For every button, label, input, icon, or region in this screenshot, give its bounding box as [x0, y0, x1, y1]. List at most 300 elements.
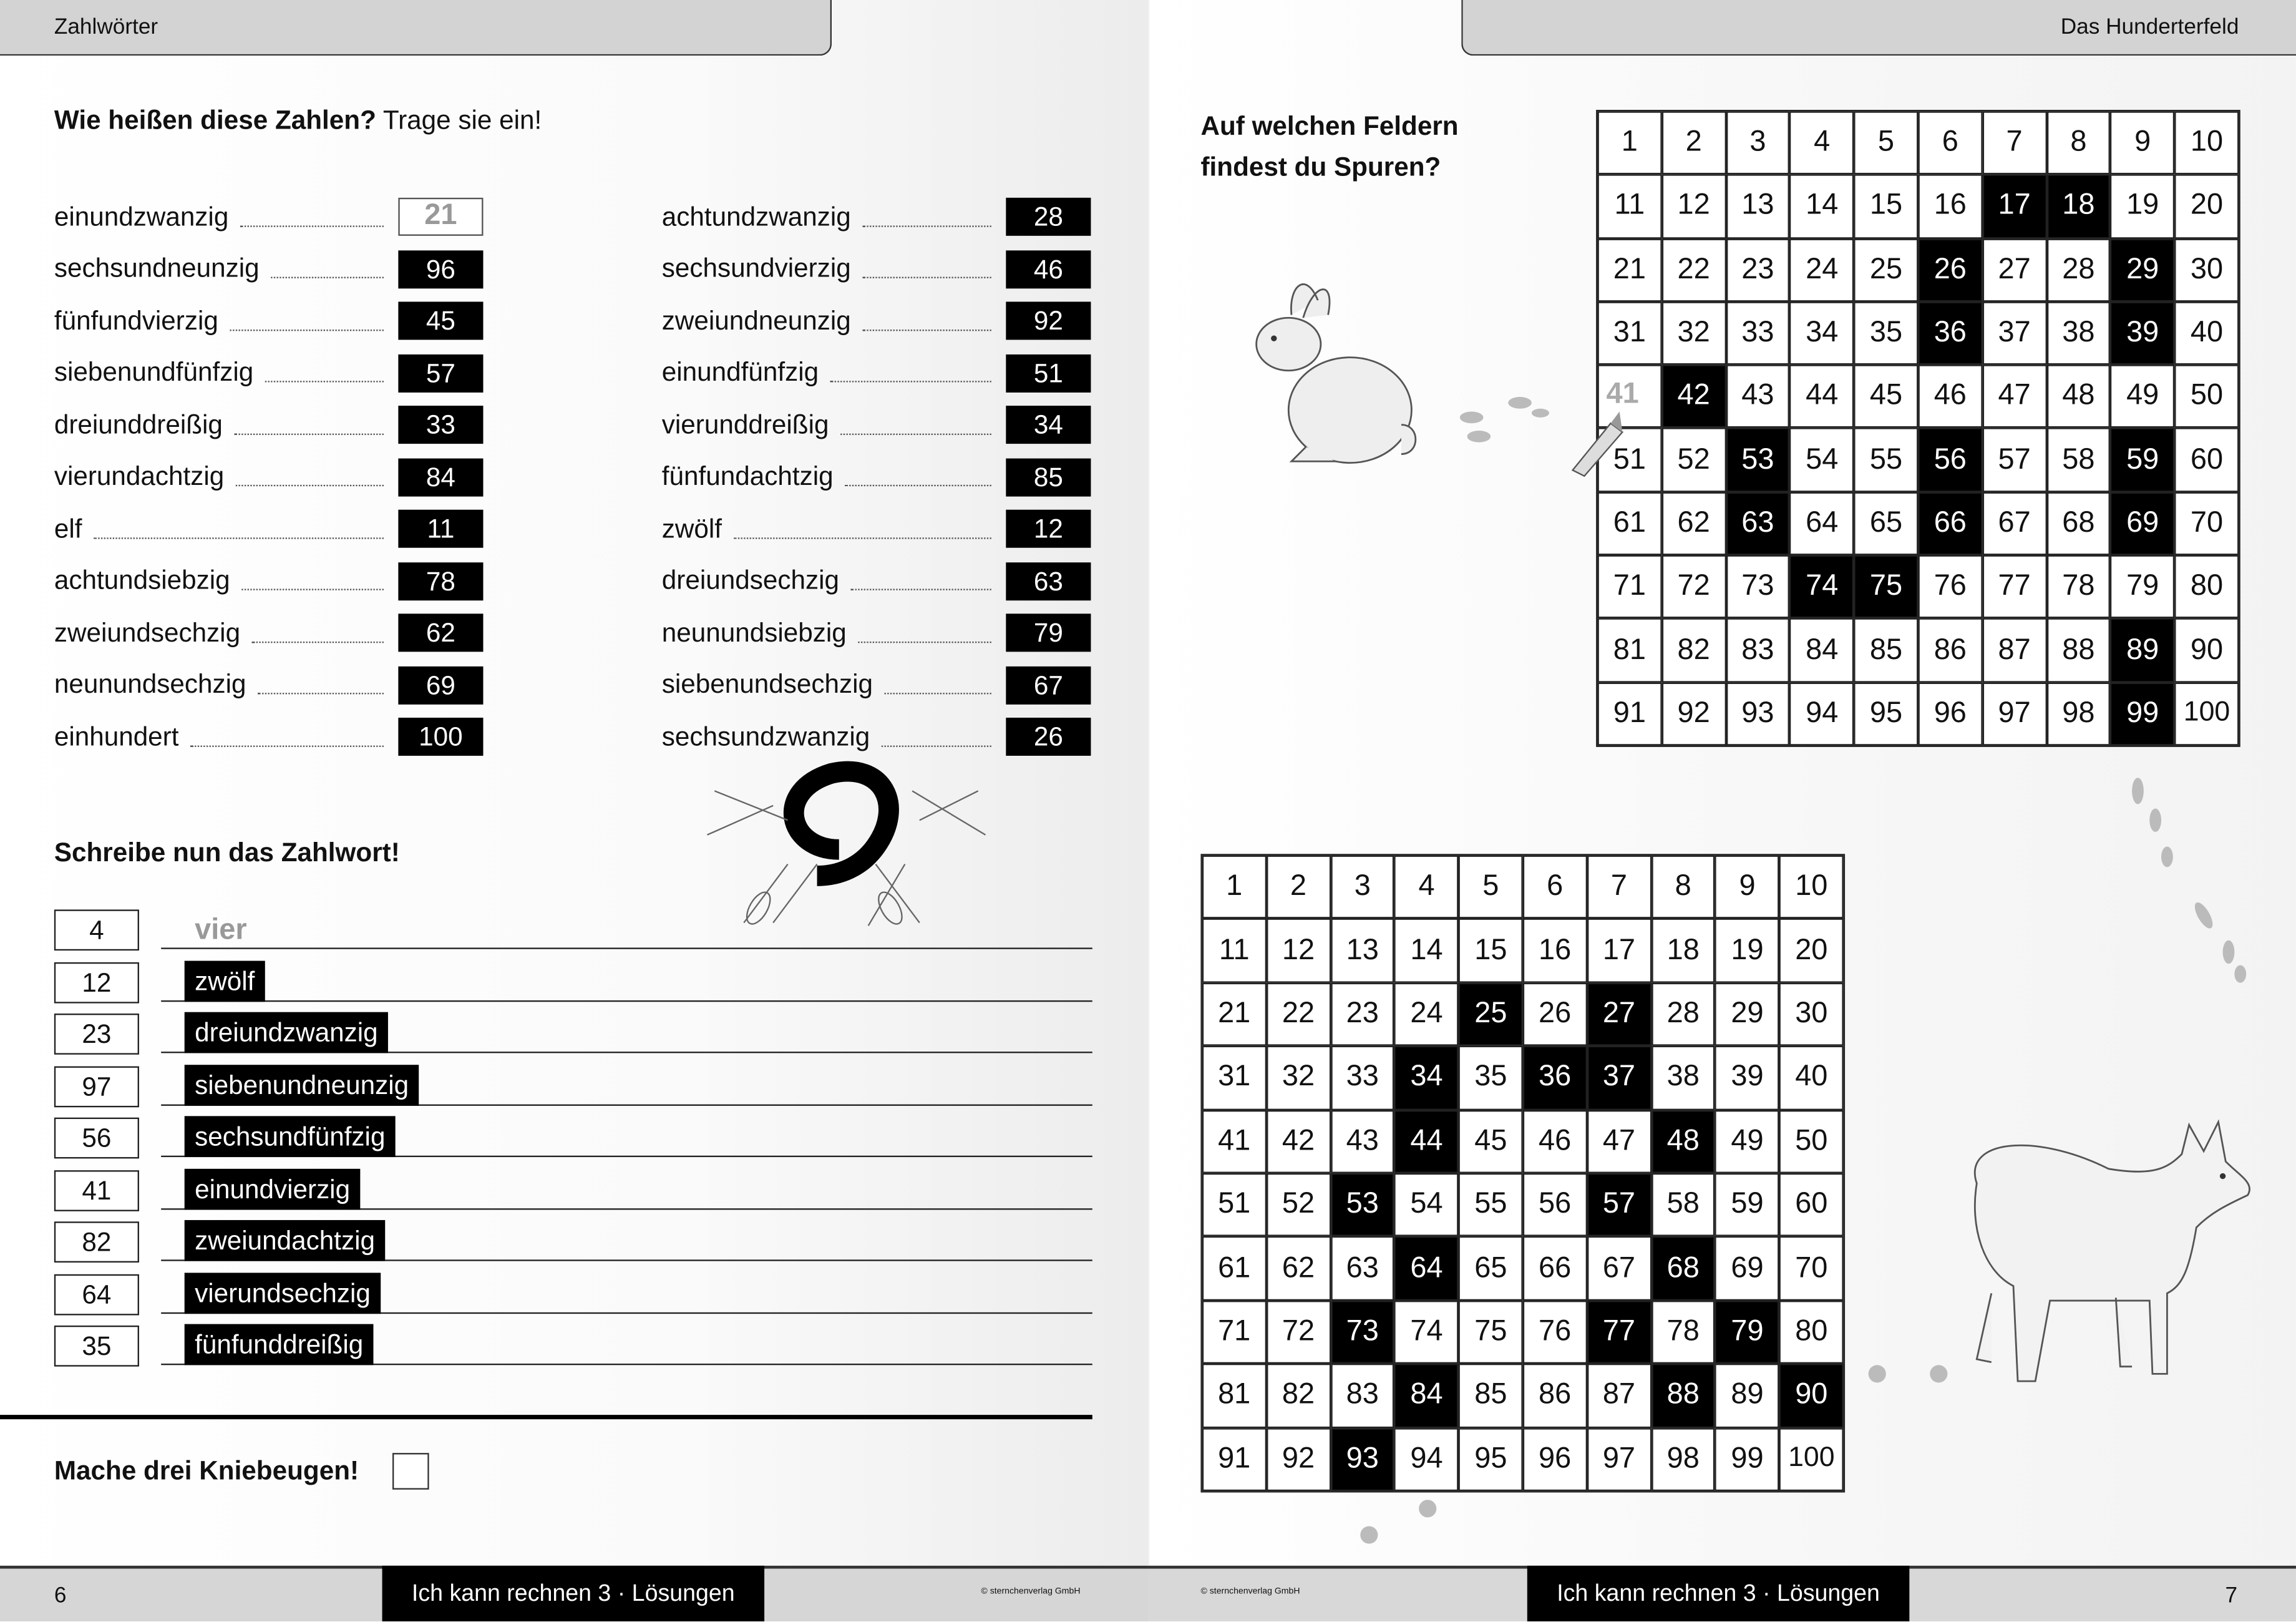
grid-cell[interactable]: 10 — [1779, 856, 1844, 919]
dotted-leader — [241, 571, 383, 590]
dotted-leader — [830, 363, 991, 383]
grid-cell[interactable]: 97 — [1587, 1427, 1651, 1491]
grid-cell[interactable]: 4 — [1790, 111, 1854, 175]
grid-cell[interactable]: 55 — [1854, 428, 1919, 492]
number-answer-box[interactable]: 12 — [1006, 510, 1091, 548]
dotted-leader — [252, 623, 384, 643]
ant-icon — [824, 0, 914, 87]
number-answer-box[interactable]: 100 — [398, 718, 483, 756]
grid-cell[interactable]: 21 — [1597, 238, 1661, 302]
ant-icon — [539, 499, 603, 584]
grid-cell[interactable]: 85 — [1459, 1364, 1523, 1427]
grid-cell[interactable]: 100 — [2175, 682, 2239, 746]
number-word-answer: vier — [195, 914, 247, 947]
grid-cell[interactable]: 17 — [1982, 175, 2046, 238]
number-word-row — [662, 457, 1091, 496]
grid-cell[interactable]: 39 — [1715, 1046, 1779, 1110]
grid-cell[interactable]: 24 — [1790, 238, 1854, 302]
number-word: siebenundsechzig — [661, 669, 873, 699]
number-answer-box[interactable]: 11 — [398, 510, 483, 548]
number-word-answer: einundvierzig — [185, 1168, 361, 1209]
grid-cell[interactable]: 6 — [1918, 111, 1982, 175]
grid-cell[interactable]: 21 — [1202, 982, 1267, 1046]
grid-cell[interactable]: 49 — [1715, 1110, 1779, 1173]
grid-cell[interactable]: 42 — [1267, 1110, 1331, 1173]
grid-cell[interactable]: 44 — [1790, 365, 1854, 429]
grid-cell[interactable]: 11 — [1597, 175, 1661, 238]
grid-cell[interactable]: 73 — [1330, 1301, 1394, 1364]
grid-cell[interactable]: 100 — [1779, 1427, 1844, 1491]
grid-cell[interactable]: 19 — [2111, 175, 2175, 238]
grid-cell[interactable]: 85 — [1854, 618, 1919, 682]
grid-cell[interactable]: 62 — [1267, 1237, 1331, 1301]
grid-cell[interactable]: 12 — [1267, 919, 1331, 982]
grid-cell[interactable]: 28 — [1651, 982, 1715, 1046]
grid-cell[interactable]: 29 — [1715, 982, 1779, 1046]
grid-cell[interactable]: 24 — [1394, 982, 1459, 1046]
task1-title-bold: Wie heißen diese Zahlen? — [54, 105, 376, 135]
grid-cell[interactable]: 30 — [2175, 238, 2239, 302]
write-line[interactable] — [161, 979, 1092, 1001]
grid-cell[interactable]: 67 — [1587, 1237, 1651, 1301]
grid-cell[interactable]: 79 — [2111, 555, 2175, 619]
dotted-leader — [258, 675, 384, 695]
grid-cell[interactable]: 67 — [1982, 492, 2046, 555]
grid-cell[interactable]: 64 — [1394, 1237, 1459, 1301]
grid-cell[interactable]: 37 — [1587, 1046, 1651, 1110]
number-word-answer: vierundsechzig — [185, 1272, 381, 1313]
grid-cell[interactable]: 12 — [1661, 175, 1726, 238]
grid-cell[interactable]: 25 — [1854, 238, 1919, 302]
grid-cell[interactable]: 49 — [2111, 365, 2175, 429]
grid-cell[interactable]: 50 — [1779, 1110, 1844, 1173]
section-title: Das Hunderterfeld — [2060, 14, 2239, 40]
number-box: 82 — [54, 1221, 139, 1263]
number-answer-box[interactable]: 79 — [1006, 613, 1091, 652]
grid-cell[interactable]: 88 — [1651, 1364, 1715, 1427]
grid-cell[interactable]: 2 — [1267, 856, 1331, 919]
number-word-row — [54, 510, 484, 548]
number-answer-box[interactable]: 45 — [398, 301, 483, 340]
grid-cell[interactable]: 81 — [1202, 1364, 1267, 1427]
grid-cell[interactable]: 35 — [1854, 301, 1919, 365]
grid-cell[interactable]: 39 — [2111, 301, 2175, 365]
grid-cell[interactable]: 87 — [1587, 1364, 1651, 1427]
grid-cell[interactable]: 41 — [1202, 1110, 1267, 1173]
grid-cell[interactable]: 68 — [2046, 492, 2111, 555]
grid-cell[interactable]: 32 — [1267, 1046, 1331, 1110]
grid-cell[interactable]: 95 — [1854, 682, 1919, 746]
grid-cell[interactable]: 40 — [1779, 1046, 1844, 1110]
grid-cell[interactable]: 20 — [1779, 919, 1844, 982]
number-answer-box[interactable]: 28 — [1006, 198, 1091, 236]
grid-cell[interactable]: 86 — [1523, 1364, 1587, 1427]
grid-cell[interactable]: 22 — [1661, 238, 1726, 302]
dotted-leader — [190, 727, 384, 746]
number-box: 64 — [54, 1274, 139, 1315]
number-answer-box[interactable]: 67 — [1006, 666, 1091, 704]
grid-cell[interactable]: 7 — [1982, 111, 2046, 175]
number-word: zweiundsechzig — [54, 617, 241, 647]
grid-cell[interactable]: 54 — [1790, 428, 1854, 492]
grid-cell[interactable]: 14 — [1394, 919, 1459, 982]
grid-cell[interactable]: 52 — [1661, 428, 1726, 492]
grid-cell[interactable]: 23 — [1726, 238, 1790, 302]
grid-cell[interactable]: 90 — [2175, 618, 2239, 682]
grid-cell[interactable]: 31 — [1202, 1046, 1267, 1110]
ant-icon — [555, 157, 633, 252]
grid-cell[interactable]: 16 — [1918, 175, 1982, 238]
number-word-row — [54, 666, 484, 704]
grid-cell[interactable]: 36 — [1523, 1046, 1587, 1110]
hint-number-41: 41 — [1606, 378, 1639, 411]
grid-cell[interactable]: 17 — [1587, 919, 1651, 982]
grid-cell[interactable]: 5 — [1854, 111, 1919, 175]
grid-cell[interactable]: 72 — [1267, 1301, 1331, 1364]
number-word: sechsundzwanzig — [661, 721, 870, 751]
grid-cell[interactable]: 73 — [1726, 555, 1790, 619]
grid-cell[interactable]: 13 — [1726, 175, 1790, 238]
grid-cell[interactable]: 60 — [2175, 428, 2239, 492]
grid-cell[interactable]: 26 — [1523, 982, 1587, 1046]
number-box: 35 — [54, 1326, 139, 1367]
grid-cell[interactable]: 70 — [2175, 492, 2239, 555]
question-line-1: Auf welchen Feldern — [1200, 111, 1459, 141]
exercise-text: Mache drei Kniebeugen! — [54, 1455, 359, 1485]
grid-cell[interactable]: 15 — [1854, 175, 1919, 238]
grid-cell[interactable]: 43 — [1726, 365, 1790, 429]
number-word-answer: sechsundfünfzig — [185, 1116, 396, 1157]
grid-cell[interactable]: 78 — [1651, 1301, 1715, 1364]
grid-cell[interactable]: 72 — [1661, 555, 1726, 619]
grid-cell[interactable]: 94 — [1394, 1427, 1459, 1491]
ant-icon — [664, 41, 762, 147]
grid-cell[interactable]: 93 — [1726, 682, 1790, 746]
grid-cell[interactable]: 93 — [1330, 1427, 1394, 1491]
number-word: einundfünfzig — [661, 357, 819, 387]
grid-cell[interactable]: 84 — [1790, 618, 1854, 682]
grid-cell[interactable]: 19 — [1715, 919, 1779, 982]
grid-cell[interactable]: 25 — [1459, 982, 1523, 1046]
grid-cell[interactable]: 45 — [1854, 365, 1919, 429]
task1-title-rest: Trage sie ein! — [376, 105, 542, 135]
number-word-row — [54, 562, 484, 600]
book-title-left: Ich kann rechnen 3 · Lösungen — [382, 1566, 765, 1621]
ants-carrying-nine-illustration — [700, 761, 993, 937]
grid-cell[interactable]: 16 — [1523, 919, 1587, 982]
grid-cell[interactable]: 33 — [1726, 301, 1790, 365]
grid-cell[interactable]: 99 — [1715, 1427, 1779, 1491]
grid-cell[interactable]: 13 — [1330, 919, 1394, 982]
grid-cell[interactable]: 79 — [1715, 1301, 1779, 1364]
grid-cell[interactable]: 56 — [1918, 428, 1982, 492]
grid-cell[interactable]: 92 — [1661, 682, 1726, 746]
grid-cell[interactable]: 96 — [1918, 682, 1982, 746]
grid-cell[interactable]: 75 — [1854, 555, 1919, 619]
dotted-leader — [859, 623, 991, 643]
grid-cell[interactable]: 7 — [1587, 856, 1651, 919]
grid-cell[interactable]: 47 — [1587, 1110, 1651, 1173]
grid-cell[interactable]: 4 — [1394, 856, 1459, 919]
number-answer-box[interactable]: 26 — [1006, 718, 1091, 756]
grid-cell[interactable]: 62 — [1661, 492, 1726, 555]
grid-cell[interactable]: 50 — [2175, 365, 2239, 429]
grid-cell[interactable]: 31 — [1597, 301, 1661, 365]
grid-cell[interactable]: 89 — [1715, 1364, 1779, 1427]
number-word: zweiundneunzig — [661, 305, 851, 335]
grid-cell[interactable]: 60 — [1779, 1173, 1844, 1237]
grid-cell[interactable]: 99 — [2111, 682, 2175, 746]
grid-cell[interactable]: 76 — [1918, 555, 1982, 619]
grid-cell[interactable]: 26 — [1918, 238, 1982, 302]
grid-cell[interactable]: 6 — [1523, 856, 1587, 919]
header-tab-left — [0, 0, 832, 56]
number-answer-box[interactable]: 78 — [398, 562, 483, 600]
grid-cell[interactable]: 9 — [2111, 111, 2175, 175]
grid-cell[interactable]: 40 — [2175, 301, 2239, 365]
grid-cell[interactable]: 20 — [2175, 175, 2239, 238]
grid-cell[interactable]: 76 — [1523, 1301, 1587, 1364]
divider — [0, 1415, 1092, 1419]
grid-cell[interactable]: 15 — [1459, 919, 1523, 982]
grid-cell[interactable]: 32 — [1661, 301, 1726, 365]
rabbit-illustration — [1248, 271, 1424, 476]
number-word-row — [662, 250, 1091, 288]
grid-cell[interactable]: 53 — [1726, 428, 1790, 492]
dotted-leader — [845, 467, 991, 487]
number-answer-box[interactable]: 62 — [398, 613, 483, 652]
grid-cell[interactable]: 3 — [1726, 111, 1790, 175]
grid-cell[interactable]: 36 — [1918, 301, 1982, 365]
grid-cell[interactable]: 38 — [2046, 301, 2111, 365]
number-word-row — [662, 406, 1091, 444]
grid-cell[interactable]: 33 — [1330, 1046, 1394, 1110]
grid-cell[interactable]: 35 — [1459, 1046, 1523, 1110]
grid-cell[interactable]: 42 — [1661, 365, 1726, 429]
grid-cell[interactable]: 47 — [1982, 365, 2046, 429]
grid-cell[interactable]: 90 — [1779, 1364, 1844, 1427]
grid-cell[interactable]: 83 — [1726, 618, 1790, 682]
grid-cell[interactable]: 83 — [1330, 1364, 1394, 1427]
number-word: neunundsiebzig — [661, 617, 847, 647]
grid-cell[interactable]: 61 — [1202, 1237, 1267, 1301]
number-word: dreiunddreißig — [54, 409, 223, 439]
footprints-decoration — [1449, 381, 2296, 1040]
grid-cell[interactable]: 97 — [1982, 682, 2046, 746]
number-answer-box[interactable]: 34 — [1006, 406, 1091, 444]
dotted-leader — [851, 571, 991, 590]
grid-cell[interactable]: 1 — [1202, 856, 1267, 919]
grid-cell[interactable]: 84 — [1394, 1364, 1459, 1427]
number-word: fünfundvierzig — [54, 305, 218, 335]
grid-cell[interactable]: 56 — [1523, 1173, 1587, 1237]
grid-cell[interactable]: 57 — [1587, 1173, 1651, 1237]
grid-cell[interactable]: 23 — [1330, 982, 1394, 1046]
number-word: elf — [54, 513, 82, 543]
grid-cell[interactable]: 77 — [1982, 555, 2046, 619]
number-word-answer: dreiundzwanzig — [185, 1012, 388, 1053]
number-answer-box[interactable]: 46 — [1006, 250, 1091, 288]
grid-cell[interactable]: 45 — [1459, 1110, 1523, 1173]
grid-cell[interactable]: 98 — [1651, 1427, 1715, 1491]
grid-cell[interactable]: 10 — [2175, 111, 2239, 175]
grid-cell[interactable]: 58 — [1651, 1173, 1715, 1237]
grid-cell[interactable]: 27 — [1982, 238, 2046, 302]
grid-cell[interactable]: 30 — [1779, 982, 1844, 1046]
number-box: 97 — [54, 1065, 139, 1107]
dog-illustration — [1947, 1110, 2269, 1389]
number-word: vierunddreißig — [661, 409, 829, 439]
number-answer-box[interactable]: 21 — [398, 198, 483, 236]
number-word: zwölf — [661, 513, 722, 543]
dotted-leader — [882, 727, 991, 746]
grid-cell[interactable]: 53 — [1330, 1173, 1394, 1237]
grid-cell[interactable]: 27 — [1587, 982, 1651, 1046]
grid-cell[interactable]: 78 — [2046, 555, 2111, 619]
grid-cell[interactable]: 80 — [1779, 1301, 1844, 1364]
grid-cell[interactable]: 5 — [1459, 856, 1523, 919]
grid-cell[interactable]: 57 — [1982, 428, 2046, 492]
grid-cell[interactable]: 52 — [1267, 1173, 1331, 1237]
grid-cell[interactable]: 64 — [1790, 492, 1854, 555]
grid-cell[interactable]: 63 — [1726, 492, 1790, 555]
number-answer-box[interactable]: 57 — [398, 354, 483, 392]
grid-cell[interactable]: 1 — [1597, 111, 1661, 175]
grid-cell[interactable]: 59 — [1715, 1173, 1779, 1237]
grid-cell[interactable]: 37 — [1982, 301, 2046, 365]
grid-cell[interactable]: 55 — [1459, 1173, 1523, 1237]
grid-cell[interactable]: 86 — [1918, 618, 1982, 682]
grid-cell[interactable]: 14 — [1790, 175, 1854, 238]
grid-cell[interactable]: 71 — [1597, 555, 1661, 619]
grid-cell[interactable]: 34 — [1394, 1046, 1459, 1110]
dotted-leader — [265, 363, 384, 383]
grid-cell[interactable]: 22 — [1267, 982, 1331, 1046]
grid-cell[interactable]: 70 — [1779, 1237, 1844, 1301]
dotted-leader — [863, 207, 991, 227]
grid-cell[interactable]: 38 — [1651, 1046, 1715, 1110]
grid-cell[interactable]: 74 — [1790, 555, 1854, 619]
grid-cell[interactable]: 88 — [2046, 618, 2111, 682]
number-word: fünfundachtzig — [661, 461, 834, 491]
question — [1200, 105, 1458, 187]
grid-cell[interactable]: 11 — [1202, 919, 1267, 982]
grid-cell[interactable]: 87 — [1982, 618, 2046, 682]
number-word-row — [54, 457, 484, 496]
section-title: Zahlwörter — [54, 14, 158, 40]
grid-cell[interactable]: 89 — [2111, 618, 2175, 682]
dotted-leader — [240, 207, 384, 227]
number-word-row — [662, 510, 1091, 548]
number-answer-box[interactable]: 63 — [1006, 562, 1091, 600]
grid-cell[interactable]: 80 — [2175, 555, 2239, 619]
ant-icon — [545, 648, 623, 743]
number-word-row — [54, 354, 484, 392]
grid-cell[interactable]: 61 — [1597, 492, 1661, 555]
grid-cell[interactable]: 91 — [1597, 682, 1661, 746]
grid-cell[interactable]: 63 — [1330, 1237, 1394, 1301]
number-answer-box[interactable]: 51 — [1006, 354, 1091, 392]
grid-cell[interactable]: 66 — [1523, 1237, 1587, 1301]
grid-cell[interactable]: 75 — [1459, 1301, 1523, 1364]
grid-cell[interactable]: 51 — [1597, 428, 1661, 492]
grid-cell[interactable]: 43 — [1330, 1110, 1394, 1173]
grid-cell[interactable]: 91 — [1202, 1427, 1267, 1491]
grid-cell[interactable]: 98 — [2046, 682, 2111, 746]
number-word: vierundachtzig — [54, 461, 225, 491]
grid-cell[interactable]: 2 — [1661, 111, 1726, 175]
grid-cell[interactable]: 54 — [1394, 1173, 1459, 1237]
question-line-2: findest du Spuren? — [1200, 152, 1441, 182]
number-box: 12 — [54, 962, 139, 1003]
grid-cell[interactable]: 71 — [1202, 1301, 1267, 1364]
number-word: achtundzwanzig — [661, 201, 851, 231]
grid-cell[interactable]: 74 — [1394, 1301, 1459, 1364]
number-answer-box[interactable]: 96 — [398, 250, 483, 288]
grid-cell[interactable]: 9 — [1715, 856, 1779, 919]
grid-cell[interactable]: 18 — [1651, 919, 1715, 982]
grid-cell[interactable]: 95 — [1459, 1427, 1523, 1491]
grid-cell[interactable]: 77 — [1587, 1301, 1651, 1364]
number-answer-box[interactable]: 33 — [398, 406, 483, 444]
grid-cell[interactable]: 18 — [2046, 175, 2111, 238]
grid-cell[interactable]: 68 — [1651, 1237, 1715, 1301]
grid-cell[interactable]: 51 — [1202, 1173, 1267, 1237]
grid-cell[interactable]: 65 — [1459, 1237, 1523, 1301]
grid-cell[interactable]: 3 — [1330, 856, 1394, 919]
grid-cell[interactable]: 69 — [2111, 492, 2175, 555]
grid-cell[interactable]: 48 — [1651, 1110, 1715, 1173]
grid-cell[interactable]: 29 — [2111, 238, 2175, 302]
exercise-checkbox[interactable] — [392, 1453, 429, 1490]
grid-cell[interactable]: 8 — [1651, 856, 1715, 919]
grid-cell[interactable]: 46 — [1918, 365, 1982, 429]
grid-cell[interactable]: 8 — [2046, 111, 2111, 175]
grid-cell[interactable]: 69 — [1715, 1237, 1779, 1301]
grid-cell[interactable]: 96 — [1523, 1427, 1587, 1491]
grid-cell[interactable]: 65 — [1854, 492, 1919, 555]
dotted-leader — [235, 415, 384, 434]
grid-cell[interactable]: 58 — [2046, 428, 2111, 492]
grid-cell[interactable]: 46 — [1523, 1110, 1587, 1173]
grid-cell[interactable]: 66 — [1918, 492, 1982, 555]
dotted-leader — [863, 311, 991, 331]
grid-cell[interactable]: 82 — [1267, 1364, 1331, 1427]
grid-cell[interactable]: 34 — [1790, 301, 1854, 365]
number-word-answer: zweiundachtzig — [185, 1220, 386, 1261]
number-answer-box[interactable]: 85 — [1006, 457, 1091, 496]
task1-title — [54, 105, 542, 136]
grid-cell[interactable]: 44 — [1394, 1110, 1459, 1173]
number-word-row — [54, 406, 484, 444]
number-word-row — [662, 666, 1091, 704]
grid-cell[interactable]: 81 — [1597, 618, 1661, 682]
grid-cell[interactable]: 92 — [1267, 1427, 1331, 1491]
ant-icon — [539, 324, 603, 409]
grid-cell[interactable]: 28 — [2046, 238, 2111, 302]
page-number: 6 — [54, 1583, 67, 1608]
number-answer-box[interactable]: 69 — [398, 666, 483, 704]
grid-cell[interactable]: 59 — [2111, 428, 2175, 492]
dotted-leader — [94, 519, 384, 539]
number-answer-box[interactable]: 84 — [398, 457, 483, 496]
grid-cell[interactable]: 94 — [1790, 682, 1854, 746]
grid-cell[interactable]: 82 — [1661, 618, 1726, 682]
number-answer-box[interactable]: 92 — [1006, 301, 1091, 340]
number-word: dreiundsechzig — [661, 565, 839, 595]
grid-cell[interactable]: 48 — [2046, 365, 2111, 429]
number-word-row — [54, 718, 484, 756]
